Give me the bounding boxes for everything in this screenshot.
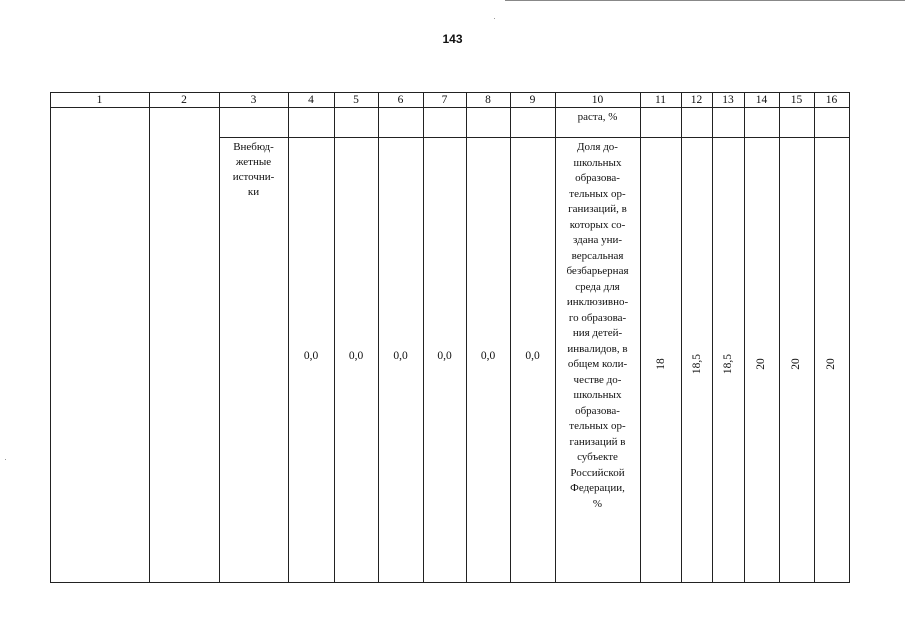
column-header: 9 [529, 94, 536, 106]
column-header: 15 [790, 94, 803, 106]
column-border [334, 92, 335, 583]
indicator-value-cell: 18 [655, 358, 667, 370]
column-border [423, 92, 424, 583]
data-table [50, 92, 850, 583]
column-border [510, 92, 511, 583]
header-bottom-border [50, 107, 850, 108]
column-border [779, 92, 780, 583]
indicator-value-cell: 18,5 [691, 353, 703, 375]
column-header: 3 [250, 94, 257, 106]
indicator-value-cell: 20 [755, 358, 767, 370]
column-border [849, 92, 850, 583]
indicator-value-cell: 20 [825, 358, 837, 370]
column-header: 11 [654, 94, 667, 106]
column-border [640, 92, 641, 583]
scan-speck [5, 459, 6, 460]
carry-row-border [219, 137, 850, 138]
indicator-value-cell: 20 [790, 358, 802, 370]
indicator-description-cell: Доля до- школьных образова- тельных ор- ганизаций, в которых со- здана уни- версальная безбарьерная среда для инклюзивно- го образова- ния детей- инвалидов, в общем коли- честве до- школьных образова- тельных ор- ганизаций в субъекте Российской Федерации, % [566, 141, 629, 510]
page-number: 143 [442, 32, 463, 46]
funding-value-cell: 0,0 [525, 350, 540, 362]
column-header: 2 [181, 94, 187, 106]
column-border [378, 92, 379, 583]
column-border [681, 92, 682, 583]
scan-speck [494, 18, 495, 19]
column-header: 7 [441, 94, 448, 106]
column-border [149, 92, 150, 583]
column-header: 16 [825, 94, 838, 106]
indicator-value-cell: 18,5 [722, 353, 734, 375]
column-header: 5 [353, 94, 359, 106]
column-border [466, 92, 467, 583]
column-border [744, 92, 745, 583]
column-border [50, 92, 51, 583]
funding-source-cell: Внебюд- жетные источни- ки [232, 141, 275, 198]
column-header: 10 [591, 94, 604, 106]
funding-value-cell: 0,0 [348, 350, 364, 362]
funding-value-cell: 0,0 [303, 350, 319, 362]
column-header: 4 [308, 94, 314, 106]
funding-value-cell: 0,0 [437, 350, 452, 362]
column-header: 13 [722, 94, 734, 106]
column-header: 6 [397, 94, 404, 106]
funding-value-cell: 0,0 [393, 350, 408, 362]
scan-top-rule [505, 0, 905, 1]
column-header: 8 [485, 94, 491, 106]
funding-value-cell: 0,0 [480, 350, 496, 362]
table-bottom-border [50, 582, 850, 583]
column-border [712, 92, 713, 583]
column-header: 14 [755, 94, 768, 106]
column-border [814, 92, 815, 583]
column-header: 12 [690, 94, 703, 106]
carry-row-indicator-text: раста, % [577, 111, 618, 123]
column-header: 1 [96, 94, 103, 106]
column-border [288, 92, 289, 583]
